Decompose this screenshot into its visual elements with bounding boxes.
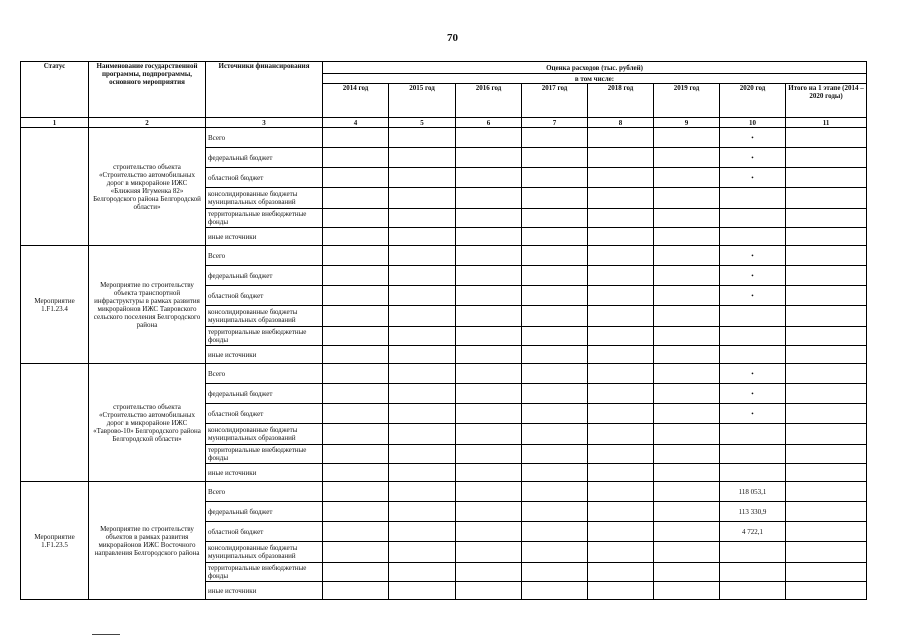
value-cell-2020	[720, 424, 786, 445]
value-cell	[456, 209, 522, 228]
value-cell	[588, 582, 654, 600]
value-cell	[522, 384, 588, 404]
value-cell	[389, 445, 456, 464]
column-number: 7	[522, 118, 588, 128]
value-cell	[786, 228, 867, 246]
value-cell	[786, 168, 867, 188]
source-cell: областной бюджет	[206, 522, 323, 542]
column-number: 8	[588, 118, 654, 128]
value-cell	[654, 266, 720, 286]
value-cell	[588, 266, 654, 286]
value-cell	[786, 522, 867, 542]
source-cell: территориальные внебюджетные фонды	[206, 445, 323, 464]
value-cell	[786, 464, 867, 482]
header-year: 2015 год	[389, 84, 456, 118]
value-cell	[323, 364, 389, 384]
value-cell	[786, 266, 867, 286]
value-cell	[786, 563, 867, 582]
column-number: 10	[720, 118, 786, 128]
value-cell	[654, 286, 720, 306]
value-cell	[323, 582, 389, 600]
value-cell	[654, 502, 720, 522]
source-cell: консолидированные бюджеты муниципальных образований	[206, 188, 323, 209]
value-cell	[786, 188, 867, 209]
value-cell	[323, 346, 389, 364]
value-cell	[456, 502, 522, 522]
value-cell	[786, 148, 867, 168]
value-cell-2020: •	[720, 148, 786, 168]
header-sources: Источники финансирования	[206, 62, 323, 118]
header-status: Статус	[21, 62, 89, 118]
value-cell	[389, 522, 456, 542]
value-cell	[654, 542, 720, 563]
value-cell	[522, 464, 588, 482]
value-cell	[654, 188, 720, 209]
value-cell	[389, 306, 456, 327]
value-cell	[588, 188, 654, 209]
value-cell-2020	[720, 306, 786, 327]
value-cell	[522, 502, 588, 522]
value-cell-2020	[720, 582, 786, 600]
program-name-cell: Мероприятие по строительству объекта транспортной инфраструктуры в рамках развития микрорайонов ИЖС Тавровского сельского поселения Белгородского района	[89, 246, 206, 364]
value-cell	[786, 306, 867, 327]
status-cell	[21, 364, 89, 482]
footer-line	[92, 634, 120, 635]
source-cell: Всего	[206, 246, 323, 266]
value-cell-2020	[720, 542, 786, 563]
value-cell	[389, 424, 456, 445]
value-cell	[654, 209, 720, 228]
value-cell	[389, 563, 456, 582]
header-year: 2020 год	[720, 84, 786, 118]
value-cell	[786, 502, 867, 522]
value-cell	[389, 582, 456, 600]
value-cell	[323, 266, 389, 286]
value-cell	[456, 563, 522, 582]
column-number: 5	[389, 118, 456, 128]
program-name-cell: Мероприятие по строительству объектов в рамках развития микрорайонов ИЖС Восточного направления Белгородского района	[89, 482, 206, 600]
value-cell-2020	[720, 346, 786, 364]
value-cell	[456, 482, 522, 502]
value-cell	[389, 384, 456, 404]
value-cell	[786, 346, 867, 364]
value-cell	[456, 364, 522, 384]
value-cell	[588, 128, 654, 148]
header-name: Наименование государственной программы, подпрограммы, основного мероприятия	[89, 62, 206, 118]
value-cell	[588, 306, 654, 327]
value-cell-2020	[720, 464, 786, 482]
source-cell: федеральный бюджет	[206, 502, 323, 522]
value-cell	[456, 346, 522, 364]
table-row	[21, 128, 867, 148]
value-cell	[456, 168, 522, 188]
value-cell	[588, 424, 654, 445]
value-cell	[588, 502, 654, 522]
value-cell	[456, 582, 522, 600]
value-cell	[588, 327, 654, 346]
header-including: в том числе:	[323, 74, 867, 84]
value-cell	[588, 228, 654, 246]
value-cell	[588, 286, 654, 306]
value-cell	[522, 327, 588, 346]
value-cell	[654, 464, 720, 482]
value-cell	[389, 209, 456, 228]
value-cell	[588, 464, 654, 482]
value-cell	[522, 424, 588, 445]
value-cell	[588, 246, 654, 266]
source-cell: иные источники	[206, 464, 323, 482]
source-cell: консолидированные бюджеты муниципальных образований	[206, 424, 323, 445]
value-cell	[456, 148, 522, 168]
value-cell	[588, 563, 654, 582]
value-cell	[389, 364, 456, 384]
column-number: 4	[323, 118, 389, 128]
value-cell	[522, 148, 588, 168]
table-row	[21, 482, 867, 502]
value-cell	[389, 404, 456, 424]
value-cell	[522, 482, 588, 502]
table-row	[21, 364, 867, 384]
value-cell	[389, 246, 456, 266]
value-cell-2020: •	[720, 128, 786, 148]
value-cell-2020	[720, 563, 786, 582]
value-cell	[456, 246, 522, 266]
value-cell	[389, 228, 456, 246]
value-cell	[786, 364, 867, 384]
value-cell	[389, 168, 456, 188]
value-cell-2020: 118 053,1	[720, 482, 786, 502]
value-cell	[786, 542, 867, 563]
value-cell	[323, 148, 389, 168]
source-cell: Всего	[206, 482, 323, 502]
value-cell-2020: •	[720, 266, 786, 286]
value-cell	[522, 582, 588, 600]
value-cell	[654, 563, 720, 582]
table-row	[21, 246, 867, 266]
value-cell	[389, 327, 456, 346]
value-cell	[323, 384, 389, 404]
value-cell	[786, 424, 867, 445]
value-cell	[588, 364, 654, 384]
source-cell: областной бюджет	[206, 168, 323, 188]
value-cell	[522, 445, 588, 464]
value-cell	[786, 128, 867, 148]
header-year: 2014 год	[323, 84, 389, 118]
column-number: 6	[456, 118, 522, 128]
value-cell	[456, 128, 522, 148]
value-cell	[323, 404, 389, 424]
value-cell	[654, 128, 720, 148]
value-cell	[456, 228, 522, 246]
column-number: 9	[654, 118, 720, 128]
value-cell	[456, 306, 522, 327]
source-cell: иные источники	[206, 582, 323, 600]
value-cell	[456, 384, 522, 404]
value-cell	[786, 286, 867, 306]
value-cell	[654, 168, 720, 188]
header-year: 2017 год	[522, 84, 588, 118]
source-cell: консолидированные бюджеты муниципальных образований	[206, 542, 323, 563]
value-cell	[522, 286, 588, 306]
column-number: 2	[89, 118, 206, 128]
source-cell: федеральный бюджет	[206, 384, 323, 404]
value-cell	[786, 384, 867, 404]
value-cell-2020: •	[720, 384, 786, 404]
value-cell	[389, 266, 456, 286]
value-cell	[588, 522, 654, 542]
value-cell	[588, 404, 654, 424]
value-cell	[522, 404, 588, 424]
value-cell	[323, 464, 389, 482]
value-cell	[323, 502, 389, 522]
program-name-cell: строительство объекта «Строительство автомобильных дорог в микрорайоне ИЖС «Таврово-10» Белгородского района Белгородской области»	[89, 364, 206, 482]
source-cell: федеральный бюджет	[206, 266, 323, 286]
value-cell	[786, 246, 867, 266]
value-cell	[522, 246, 588, 266]
source-cell: областной бюджет	[206, 404, 323, 424]
source-cell: территориальные внебюджетные фонды	[206, 563, 323, 582]
value-cell	[389, 464, 456, 482]
value-cell	[786, 327, 867, 346]
value-cell	[456, 404, 522, 424]
value-cell	[522, 128, 588, 148]
value-cell-2020	[720, 188, 786, 209]
value-cell	[654, 582, 720, 600]
value-cell	[588, 384, 654, 404]
value-cell-2020	[720, 445, 786, 464]
value-cell	[323, 482, 389, 502]
value-cell	[323, 563, 389, 582]
value-cell	[654, 228, 720, 246]
value-cell	[323, 188, 389, 209]
value-cell-2020: •	[720, 364, 786, 384]
value-cell-2020: 4 722,1	[720, 522, 786, 542]
header-estimate: Оценка расходов (тыс. рублей)	[323, 62, 867, 74]
status-cell: Мероприятие 1.F1.23.4	[21, 246, 89, 364]
value-cell-2020	[720, 228, 786, 246]
value-cell	[323, 228, 389, 246]
value-cell	[588, 209, 654, 228]
value-cell	[389, 502, 456, 522]
value-cell	[389, 542, 456, 563]
value-cell	[522, 228, 588, 246]
value-cell	[654, 346, 720, 364]
value-cell	[654, 246, 720, 266]
value-cell	[389, 482, 456, 502]
value-cell	[522, 266, 588, 286]
value-cell	[654, 364, 720, 384]
value-cell-2020: •	[720, 168, 786, 188]
value-cell	[654, 306, 720, 327]
value-cell	[456, 327, 522, 346]
value-cell	[522, 209, 588, 228]
value-cell	[522, 563, 588, 582]
status-cell	[21, 128, 89, 246]
value-cell	[323, 327, 389, 346]
value-cell	[588, 482, 654, 502]
value-cell	[654, 404, 720, 424]
value-cell-2020: •	[720, 404, 786, 424]
value-cell	[389, 286, 456, 306]
page-number: 70	[447, 32, 458, 44]
value-cell	[522, 188, 588, 209]
value-cell	[323, 168, 389, 188]
value-cell	[456, 424, 522, 445]
value-cell	[786, 404, 867, 424]
value-cell	[323, 522, 389, 542]
value-cell-2020: •	[720, 286, 786, 306]
value-cell	[456, 542, 522, 563]
value-cell	[522, 522, 588, 542]
value-cell	[654, 327, 720, 346]
value-cell	[456, 188, 522, 209]
value-cell	[456, 266, 522, 286]
value-cell	[588, 346, 654, 364]
source-cell: областной бюджет	[206, 286, 323, 306]
value-cell	[323, 306, 389, 327]
value-cell	[323, 542, 389, 563]
status-cell: Мероприятие 1.F1.23.5	[21, 482, 89, 600]
value-cell	[456, 464, 522, 482]
value-cell	[588, 542, 654, 563]
value-cell-2020	[720, 209, 786, 228]
value-cell	[786, 482, 867, 502]
column-number: 3	[206, 118, 323, 128]
source-cell: территориальные внебюджетные фонды	[206, 327, 323, 346]
header-year: 2016 год	[456, 84, 522, 118]
source-cell: Всего	[206, 128, 323, 148]
expense-table	[20, 61, 867, 600]
value-cell	[654, 445, 720, 464]
value-cell	[456, 445, 522, 464]
value-cell	[654, 482, 720, 502]
value-cell-2020	[720, 327, 786, 346]
value-cell	[786, 445, 867, 464]
value-cell	[522, 364, 588, 384]
value-cell	[786, 209, 867, 228]
value-cell	[456, 522, 522, 542]
source-cell: иные источники	[206, 228, 323, 246]
value-cell	[522, 306, 588, 327]
value-cell	[389, 128, 456, 148]
source-cell: иные источники	[206, 346, 323, 364]
source-cell: федеральный бюджет	[206, 148, 323, 168]
value-cell	[323, 424, 389, 445]
value-cell	[588, 168, 654, 188]
source-cell: территориальные внебюджетные фонды	[206, 209, 323, 228]
value-cell	[522, 542, 588, 563]
program-name-cell: строительство объекта «Строительство автомобильных дорог в микрорайоне ИЖС «Ближняя Игуменка 82» Белгородского района Белгородской области»	[89, 128, 206, 246]
header-year: 2018 год	[588, 84, 654, 118]
header-total: Итого на 1 этапе (2014 – 2020 годы)	[786, 84, 867, 118]
value-cell	[389, 188, 456, 209]
value-cell	[389, 346, 456, 364]
value-cell	[323, 246, 389, 266]
value-cell	[323, 209, 389, 228]
value-cell	[522, 346, 588, 364]
value-cell	[786, 582, 867, 600]
column-number: 11	[786, 118, 867, 128]
header-year: 2019 год	[654, 84, 720, 118]
column-number: 1	[21, 118, 89, 128]
source-cell: консолидированные бюджеты муниципальных образований	[206, 306, 323, 327]
value-cell	[323, 286, 389, 306]
source-cell: Всего	[206, 364, 323, 384]
value-cell	[654, 522, 720, 542]
value-cell	[654, 424, 720, 445]
value-cell	[456, 286, 522, 306]
value-cell	[522, 168, 588, 188]
value-cell	[588, 148, 654, 168]
value-cell	[654, 148, 720, 168]
value-cell	[389, 148, 456, 168]
value-cell	[323, 128, 389, 148]
value-cell-2020: •	[720, 246, 786, 266]
value-cell	[588, 445, 654, 464]
value-cell	[654, 384, 720, 404]
value-cell	[323, 445, 389, 464]
value-cell-2020: 113 330,9	[720, 502, 786, 522]
